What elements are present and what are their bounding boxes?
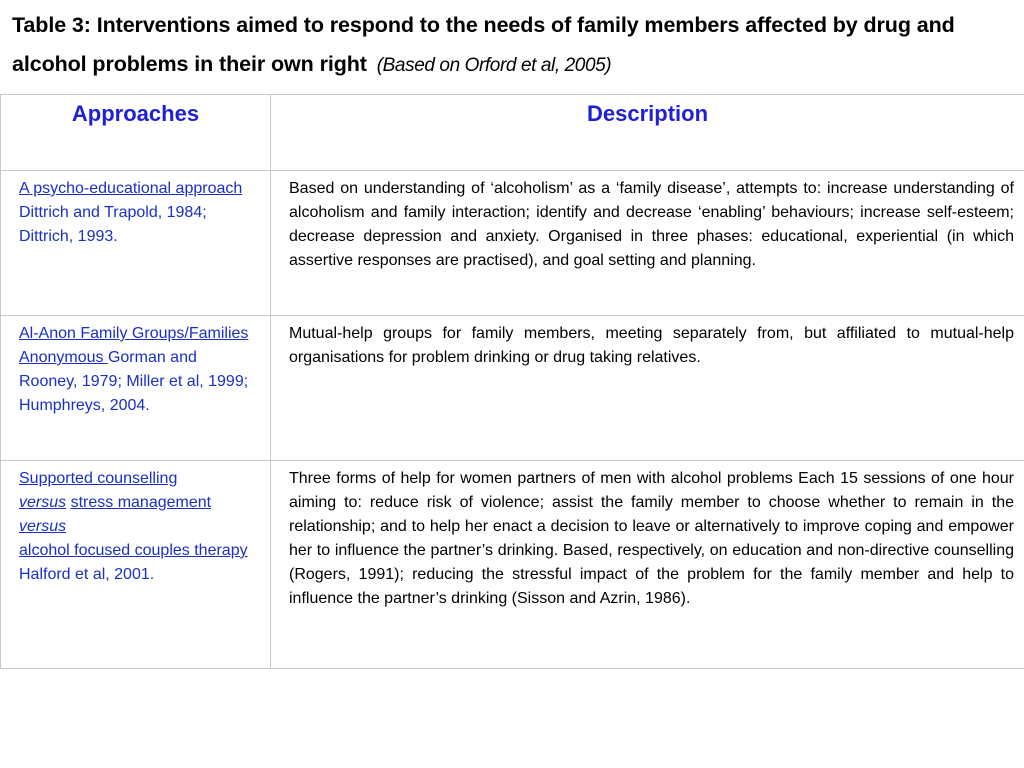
approach-cell bbox=[1, 461, 271, 669]
approach-references: Dittrich and Trapold, 1984; Dittrich, 1993. bbox=[19, 204, 207, 245]
description-cell: Based on understanding of ‘alcoholism’ as a ‘family disease’, attempts to: increase understanding of alcoholism and family interaction; identify and decrease ‘enabling’ behaviours; increase self-esteem; decrease depression and anxiety. Organised in three phases: educational, experiential (in which assertive responses are practised), and goal setting and planning. bbox=[271, 171, 1024, 316]
approach-references: Gorman and Rooney, 1979; Miller et al, 1999; Humphreys, 2004. bbox=[19, 349, 249, 414]
approach-link-stress-management[interactable]: stress management bbox=[70, 494, 212, 511]
header-row bbox=[1, 95, 1024, 171]
approach-cell bbox=[1, 316, 271, 461]
description-cell: Three forms of help for women partners of men with alcohol problems Each 15 sessions of one hour aiming to: reduce risk of violence; assist the family member to choose whether to remain in the relationship; and to help her enact a decision to leave or alternatively to improve coping and empower her to influence the partner’s drinking. Based, respectively, on education and non-directive counselling (Rogers, 1991); reducing the stressful impact of the problem for the family member and help to influence the partner’s drinking (Sisson and Azrin, 1986). bbox=[271, 461, 1024, 669]
approach-references: Halford et al, 2001. bbox=[19, 566, 155, 583]
table-row bbox=[1, 171, 1024, 316]
title-main: Table 3: Interventions aimed to respond to the needs of family members affected by drug and alcohol problems in their own right bbox=[12, 13, 955, 76]
approach-link-couples-therapy[interactable]: alcohol focused couples therapy bbox=[19, 542, 248, 559]
approach-link-psycho-educational[interactable]: A psycho-educational approach bbox=[19, 180, 243, 197]
approach-link-versus-2[interactable]: versus bbox=[19, 518, 67, 535]
approach-link-versus-1[interactable]: versus bbox=[19, 494, 67, 511]
header-approaches: Approaches bbox=[1, 95, 271, 171]
title-source: (Based on Orford et al, 2005) bbox=[376, 55, 612, 76]
description-cell: Mutual-help groups for family members, meeting separately from, but affiliated to mutual-help organisations for problem drinking or drug taking relatives. bbox=[271, 316, 1024, 461]
approach-link-al-anon[interactable]: Al-Anon Family Groups/Families Anonymous bbox=[19, 325, 249, 366]
table-row bbox=[1, 461, 1024, 669]
table-title bbox=[12, 6, 1012, 85]
interventions-table bbox=[0, 94, 1024, 669]
header-description: Description bbox=[271, 95, 1024, 171]
table-row bbox=[1, 316, 1024, 461]
approach-link-supported-counselling[interactable]: Supported counselling bbox=[19, 470, 178, 487]
approach-cell bbox=[1, 171, 271, 316]
